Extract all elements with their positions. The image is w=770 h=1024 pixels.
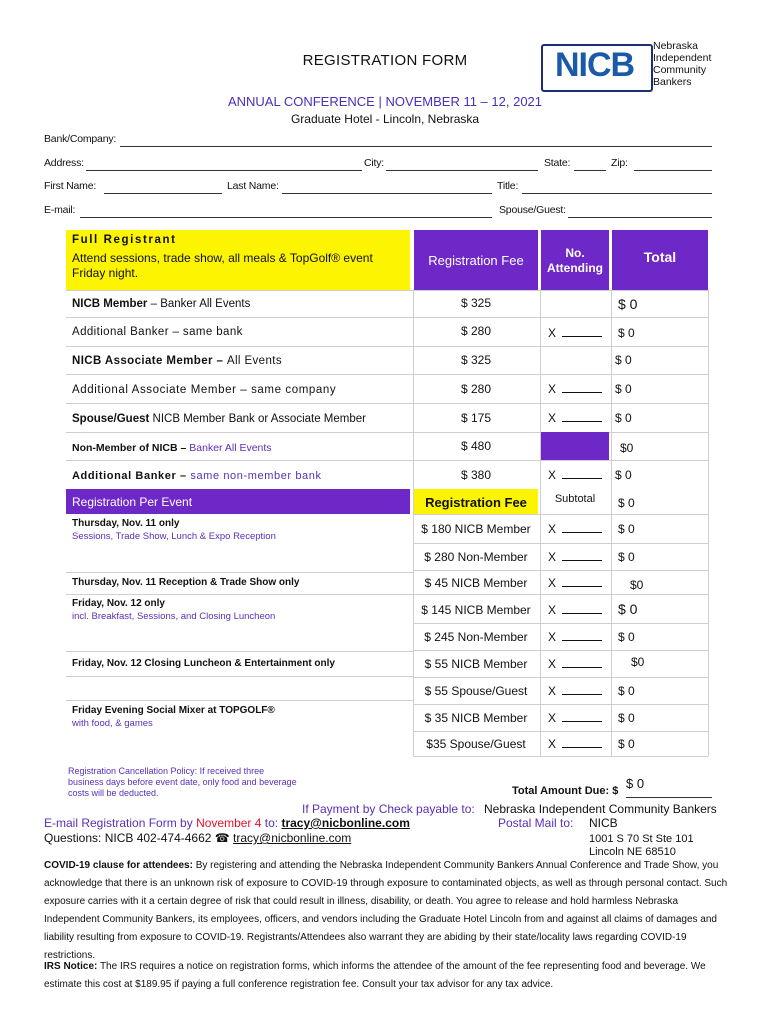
total-header-cell: [612, 230, 708, 290]
address-label: Address:: [44, 157, 84, 169]
zip-field[interactable]: [634, 170, 712, 171]
event-fee: $ 35 NICB Member: [424, 711, 528, 725]
row-fee: $ 325: [460, 296, 492, 310]
row-label-rest: NICB Member Bank or Associate Member: [149, 413, 366, 425]
attending-field[interactable]: [548, 522, 602, 536]
x-mark: X: [548, 326, 557, 340]
event-total[interactable]: $ 0: [618, 737, 635, 751]
per-event-heading: Registration Per Event: [72, 495, 193, 509]
attending-header: No. Attending: [547, 246, 603, 275]
x-mark: X: [548, 657, 557, 671]
row-label-bold: Spouse/Guest: [72, 413, 150, 425]
row-divider: [66, 403, 708, 404]
email-reg-to: to:: [264, 816, 279, 830]
fee-header: Registration Fee: [428, 253, 524, 268]
row-label: [72, 355, 282, 367]
postal-line: 1001 S 70 St Ste 101: [589, 833, 694, 845]
attending-field[interactable]: [548, 576, 602, 590]
blocked-cell: [541, 432, 609, 460]
per-event-fee-header-cell: [414, 489, 538, 514]
x-mark: X: [548, 576, 557, 590]
event-title: Friday, Nov. 12 only: [72, 598, 165, 609]
total-due-label: Total Amount Due: $: [512, 785, 619, 797]
subtotal-label: Subtotal: [554, 493, 596, 505]
event-total[interactable]: $ 0: [618, 684, 635, 698]
event-total[interactable]: $ 0: [618, 711, 635, 725]
logo-abbrev: NICB: [555, 46, 635, 84]
row-divider: [413, 594, 708, 595]
event-divider: [66, 594, 413, 595]
cancellation-policy: Registration Cancellation Policy: If received three business days before event date, only food and beverage costs will be deducted.: [68, 766, 297, 798]
event-title: Friday Evening Social Mixer at TOPGOLF®: [72, 705, 275, 716]
row-label-bold: NICB Associate Member –: [72, 355, 227, 367]
x-mark: X: [548, 603, 557, 617]
attending-field[interactable]: [548, 737, 602, 751]
event-fee: $ 280 Non-Member: [424, 550, 528, 564]
x-mark: X: [548, 711, 557, 725]
covid-text: By registering and attending the Nebraska Independent Community Bankers Annual Conference and Trade Show, you acknowledge that there is an unknown risk of exposure to COVID-19 through exposure to contaminated objects, as well as through personal contact. Such exposure carries with it a certain degree of risk that could result in illness, disability, or death. You agree to release and hold harmless Nebraska Independent Community Bankers, its employees, officers, and vendors including the Graduate Hotel Lincoln from and against all claims of damages and liability resulting from exposure to COVID-19. Registrants/Attendees also warrant they are abiding by their state/locality laws regarding COVID-19 restrictions.: [44, 860, 728, 961]
total-header: Total: [643, 249, 677, 265]
row-label-bold: Additional Banker –: [72, 470, 191, 482]
full-registrant-heading: Full Registrant: [72, 234, 177, 246]
per-event-fee-header: Registration Fee: [425, 495, 527, 510]
row-divider: [66, 374, 708, 375]
address-field[interactable]: [86, 170, 362, 171]
x-mark: X: [548, 468, 557, 482]
row-divider: [66, 460, 708, 461]
page-title: REGISTRATION FORM: [302, 52, 468, 69]
full-registrant-desc: Attend sessions, trade show, all meals & TopGolf® event Friday night.: [72, 251, 373, 280]
questions-email-link[interactable]: tracy@nicbonline.com: [233, 831, 352, 845]
event-block: [72, 658, 335, 669]
per-event-header: [66, 489, 410, 514]
row-divider: [413, 756, 708, 757]
event-total[interactable]: $0: [630, 578, 644, 592]
row-divider: [413, 731, 708, 732]
venue: Graduate Hotel - Lincoln, Nebraska: [290, 112, 480, 126]
event-block: [72, 577, 299, 588]
row-total[interactable]: $0: [620, 441, 634, 455]
first-name-label: First Name:: [44, 180, 97, 192]
event-total[interactable]: $ 0: [618, 522, 635, 536]
x-mark: X: [548, 550, 557, 564]
event-total[interactable]: $0: [631, 655, 645, 669]
logo-line: Independent: [653, 52, 712, 64]
attending-field[interactable]: [548, 603, 602, 617]
row-label-rest: – Banker All Events: [147, 298, 251, 310]
attending-field[interactable]: [548, 684, 602, 698]
last-name-field[interactable]: [282, 193, 492, 194]
row-fee: $ 380: [460, 468, 492, 482]
row-divider: [66, 317, 708, 318]
title-field[interactable]: [522, 193, 712, 194]
row-label: [72, 442, 272, 454]
event-total[interactable]: $ 0: [618, 630, 635, 644]
attending-field[interactable]: [548, 326, 602, 340]
event-fee: $ 55 NICB Member: [424, 657, 528, 671]
title-label: Title:: [497, 180, 519, 192]
column-divider: [611, 290, 612, 756]
event-divider: [66, 572, 413, 573]
row-label: [72, 384, 336, 396]
row-divider: [66, 346, 708, 347]
event-sub: with food, & games: [72, 718, 153, 729]
event-sub: Sessions, Trade Show, Lunch & Expo Reception: [72, 531, 276, 542]
row-divider: [413, 514, 708, 515]
logo-line: Bankers: [653, 76, 692, 88]
event-total[interactable]: $ 0: [618, 550, 635, 564]
check-label: If Payment by Check payable to:: [302, 802, 475, 816]
covid-label: COVID-19 clause for attendees:: [44, 860, 193, 871]
attending-field[interactable]: [548, 382, 602, 396]
event-title: Friday, Nov. 12 Closing Luncheon & Entertainment only: [72, 658, 335, 669]
column-divider: [540, 290, 541, 756]
irs-text: The IRS requires a notice on registration forms, which informs the attendee of the amount of the fee representing food and beverage. We estimate this cost at $189.95 if paying a full conference registration fee. Consult your tax advisor for any tax advice.: [44, 961, 706, 990]
bank-company-label: Bank/Company:: [44, 133, 117, 145]
irs-label: IRS Notice:: [44, 961, 98, 972]
irs-notice: [44, 958, 728, 994]
row-divider: [413, 623, 708, 624]
covid-clause: [44, 857, 728, 965]
row-label-bold: NICB Member: [72, 298, 148, 310]
row-fee: $ 175: [460, 411, 492, 425]
registration-email-link[interactable]: tracy@nicbonline.com: [281, 816, 410, 830]
logo-line: Nebraska: [653, 40, 698, 52]
fee-header-cell: [414, 230, 538, 290]
event-fee: $ 180 NICB Member: [421, 522, 531, 536]
total-due-value[interactable]: $ 0: [626, 776, 645, 791]
postal-line: Lincoln NE 68510: [589, 846, 676, 858]
city-field[interactable]: [386, 170, 538, 171]
logo-name: [653, 40, 711, 88]
email-reg-label: E-mail Registration Form by: [44, 816, 193, 830]
row-total[interactable]: $ 0: [618, 326, 635, 340]
x-mark: X: [548, 522, 557, 536]
x-mark: X: [548, 737, 557, 751]
row-label: [72, 470, 322, 482]
row-divider: [413, 543, 708, 544]
event-sub: incl. Breakfast, Sessions, and Closing Luncheon: [72, 611, 276, 622]
row-label: [72, 413, 366, 425]
row-divider: [413, 677, 708, 678]
event-fee: $ 145 NICB Member: [421, 603, 531, 617]
event-block: [72, 598, 402, 622]
postal-label: Postal Mail to:: [498, 816, 574, 830]
full-registrant-header: [66, 230, 410, 290]
attending-field[interactable]: [548, 550, 602, 564]
check-payee: Nebraska Independent Community Bankers: [484, 802, 717, 816]
row-total[interactable]: $ 0: [615, 382, 632, 396]
x-mark: X: [548, 630, 557, 644]
row-total[interactable]: $ 0: [618, 296, 638, 312]
row-divider: [413, 570, 708, 571]
subtotal-value[interactable]: $ 0: [618, 496, 635, 510]
x-mark: X: [548, 382, 557, 396]
row-label: [72, 326, 243, 338]
bank-company-field[interactable]: [120, 146, 712, 147]
event-fee: $35 Spouse/Guest: [426, 737, 526, 751]
row-fee: $ 480: [460, 439, 492, 453]
row-divider: [413, 650, 708, 651]
postal-line: NICB: [589, 816, 618, 830]
attending-field[interactable]: [548, 657, 602, 671]
state-field[interactable]: [574, 170, 606, 171]
questions-line: [44, 831, 351, 845]
row-label-bold: Non-Member of NICB –: [72, 442, 190, 454]
first-name-field[interactable]: [104, 193, 222, 194]
row-label-rest: All Events: [226, 355, 283, 367]
total-due-field[interactable]: [626, 797, 712, 798]
event-fee: $ 55 Spouse/Guest: [424, 684, 528, 698]
row-total[interactable]: $ 0: [615, 353, 632, 367]
email-registration-line: [44, 816, 410, 830]
row-total[interactable]: $ 0: [615, 468, 632, 482]
event-divider: [66, 676, 413, 677]
event-fee: $ 45 NICB Member: [424, 576, 528, 590]
logo-line: Community: [653, 64, 707, 76]
row-fee: $ 280: [460, 324, 492, 338]
row-label-rest: same non-member bank: [190, 470, 322, 482]
event-title: Thursday, Nov. 11 Reception & Trade Show only: [72, 577, 300, 588]
email-reg-date: November 4: [196, 816, 262, 830]
state-label: State:: [544, 157, 571, 169]
row-total[interactable]: $ 0: [615, 411, 632, 425]
nicb-logo: [537, 38, 757, 98]
spouse-guest-label: Spouse/Guest:: [499, 204, 566, 216]
row-fee: $ 280: [460, 382, 492, 396]
attending-header-cell: [541, 230, 609, 290]
zip-label: Zip:: [611, 157, 628, 169]
row-label-rest: Banker All Events: [189, 442, 272, 454]
attending-field[interactable]: [548, 630, 602, 644]
questions-text: Questions: NICB 402-474-4662 ☎: [44, 831, 234, 845]
row-label: [72, 298, 250, 310]
city-label: City:: [364, 157, 385, 169]
row-label-rest: Additional Associate Member – same company: [72, 384, 337, 396]
event-divider: [66, 651, 413, 652]
attending-field[interactable]: [548, 468, 602, 482]
last-name-label: Last Name:: [227, 180, 279, 192]
email-label: E-mail:: [44, 204, 76, 216]
event-block: [72, 518, 402, 542]
spouse-guest-field[interactable]: [568, 217, 712, 218]
conference-title: ANNUAL CONFERENCE | NOVEMBER 11 – 12, 2021: [227, 94, 543, 109]
event-block: [72, 705, 402, 729]
row-divider: [66, 432, 708, 433]
row-divider: [413, 704, 708, 705]
event-divider: [66, 700, 413, 701]
event-total[interactable]: $ 0: [618, 601, 638, 617]
row-label-rest: Additional Banker – same bank: [72, 326, 243, 338]
event-fee: $ 245 Non-Member: [424, 630, 528, 644]
attending-field[interactable]: [548, 711, 602, 725]
attending-field[interactable]: [548, 411, 602, 425]
x-mark: X: [548, 411, 557, 425]
column-divider: [708, 290, 709, 756]
x-mark: X: [548, 684, 557, 698]
event-title: Thursday, Nov. 11 only: [72, 518, 180, 529]
row-fee: $ 325: [460, 353, 492, 367]
row-divider: [66, 290, 708, 291]
email-field[interactable]: [80, 217, 492, 218]
